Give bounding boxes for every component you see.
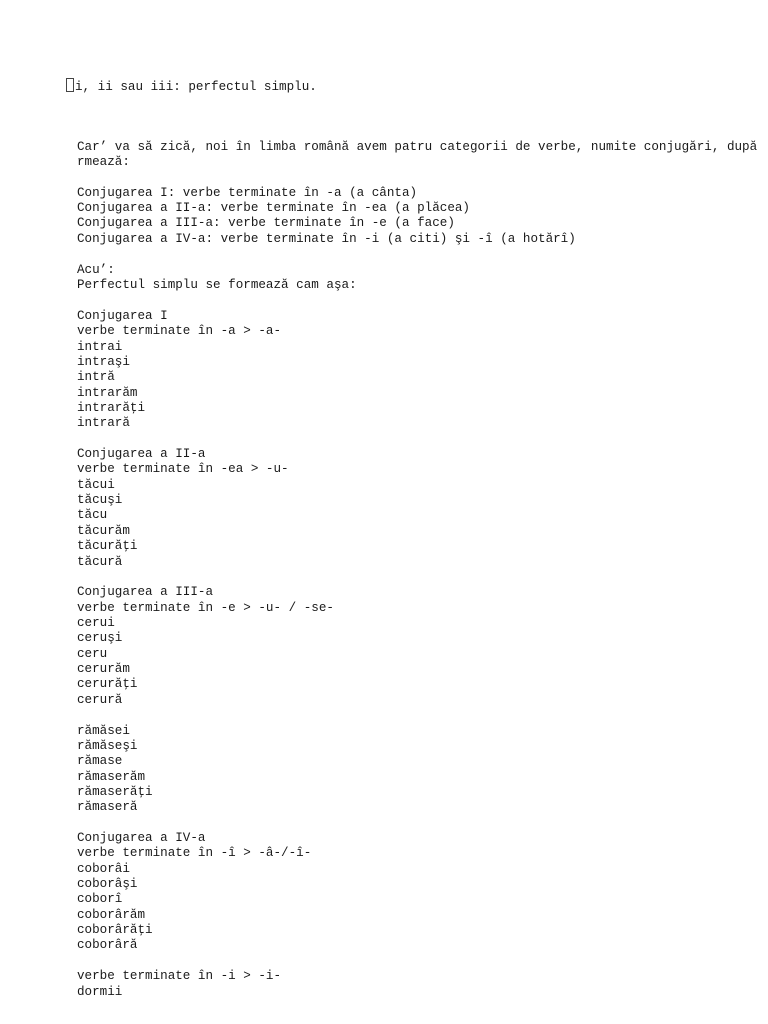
conj3-form-b: rămăsei (77, 724, 130, 738)
conj2-rule: verbe terminate în -ea > -u- (77, 462, 289, 476)
conj4-form: coborârăm (77, 908, 146, 922)
conjugation-list-item-4: Conjugarea a IV-a: verbe terminate în -i (a citi) şi -î (a hotărî) (77, 232, 576, 246)
conj1-rule: verbe terminate în -a > -a- (77, 324, 282, 338)
transition-line-2: Perfectul simplu se formează cam aşa: (77, 278, 357, 292)
conj3-form: ceruşi (77, 631, 123, 645)
conj3-form: cerui (77, 616, 115, 630)
conj4-form: coborârăţi (77, 923, 153, 937)
conj4-rule-b: verbe terminate în -i > -i- (77, 969, 282, 983)
intro-line-2: rmează: (77, 155, 130, 169)
conj1-form: intraşi (77, 355, 130, 369)
conj1-form: intrară (77, 416, 130, 430)
missing-glyph-icon (66, 78, 74, 92)
conj4-form-b: dormii (77, 985, 123, 999)
conjugation-list-item-1: Conjugarea I: verbe terminate în -a (a cânta) (77, 186, 418, 200)
conjugation-list-item-3: Conjugarea a III-a: verbe terminate în -e (a face) (77, 216, 455, 230)
conj4-form: coborâşi (77, 877, 138, 891)
conj3-form: cerură (77, 693, 123, 707)
header-text: i, ii sau iii: perfectul simplu. (75, 80, 317, 94)
conj2-form: tăcurăm (77, 524, 130, 538)
conj2-form: tăcuşi (77, 493, 123, 507)
conj3-title: Conjugarea a III-a (77, 585, 214, 599)
conj4-form: coborâi (77, 862, 130, 876)
conj1-title: Conjugarea I (77, 309, 168, 323)
conj3-form-b: rămăseşi (77, 739, 138, 753)
conj4-title: Conjugarea a IV-a (77, 831, 206, 845)
conj3-form: cerurăm (77, 662, 130, 676)
header-line (66, 78, 317, 96)
intro-line-1: Car’ va să zică, noi în limba română avem patru categorii de verbe, numite conjugări, după (77, 140, 758, 154)
conj4-rule: verbe terminate în -î > -â-/-î- (77, 846, 312, 860)
conj2-title: Conjugarea a II-a (77, 447, 206, 461)
conj1-form: intrarăm (77, 386, 138, 400)
conj3-form-b: rămaserăţi (77, 785, 153, 799)
conj1-form: intrarăţi (77, 401, 146, 415)
conj2-form: tăcu (77, 508, 108, 522)
conj3-form: ceru (77, 647, 108, 661)
transition-line-1: Acu’: (77, 263, 115, 277)
conj3-form-b: rămaseră (77, 800, 138, 814)
conj3-form: cerurăţi (77, 677, 138, 691)
conj2-form: tăcură (77, 555, 123, 569)
conj1-form: intră (77, 370, 115, 384)
conj3-form-b: rămaserăm (77, 770, 146, 784)
conj3-rule: verbe terminate în -e > -u- / -se- (77, 601, 334, 615)
conj2-form: tăcui (77, 478, 115, 492)
conjugation-list-item-2: Conjugarea a II-a: verbe terminate în -ea (a plăcea) (77, 201, 470, 215)
conj1-form: intrai (77, 340, 123, 354)
conj4-form: coborâră (77, 938, 138, 952)
conj2-form: tăcurăţi (77, 539, 138, 553)
conj4-form: coborî (77, 892, 123, 906)
conj3-form-b: rămase (77, 754, 123, 768)
